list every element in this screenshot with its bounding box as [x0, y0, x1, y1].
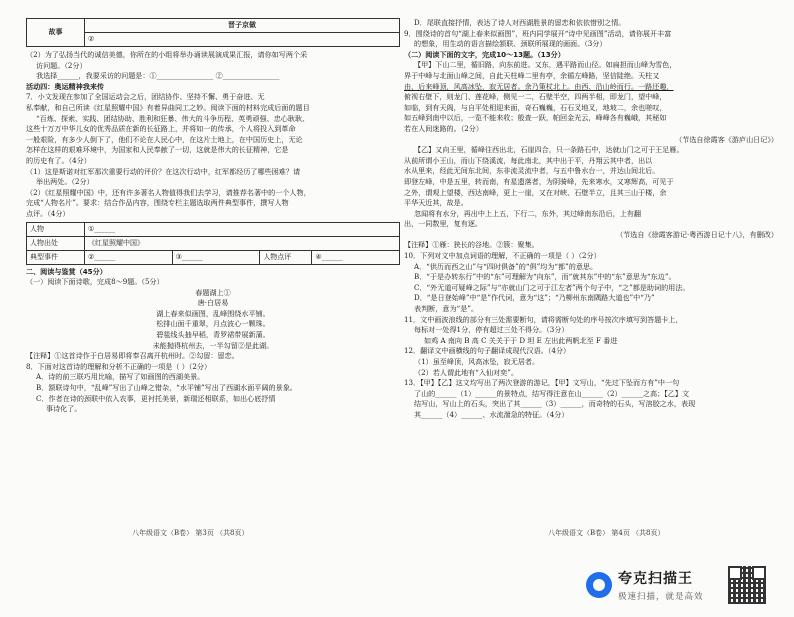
q8-option-d: D．尾联直接抒情，表达了诗人对西湖胜景的留恋和依依惜别之情。	[414, 18, 626, 27]
q8-option-a: A．诗的前三联巧用比喻，描写了如画图的西湖美景。	[36, 372, 205, 382]
story-header: 晋子京做	[85, 19, 400, 33]
page-3	[26, 18, 400, 518]
poem-line-1: 湖上春来似画图，乱峰围绕水平铺。	[156, 308, 270, 318]
passage-b-2: 从前所谓小王山，而山下绕溪流，每此南北，其中出于平，丹翔云其中者，出以	[404, 155, 653, 165]
q2-answer-line[interactable]: 我选择______，我要采访的问题是：①________________ ②________________	[36, 71, 280, 81]
q7-sub1-b: 举出两处。（2分）	[36, 177, 94, 187]
section-2b-heading: （二）阅读下面的文字，完成10～13题。（13分）	[404, 49, 565, 59]
card-source-label: 人物出处	[27, 236, 85, 250]
person-card-table	[26, 222, 400, 265]
passage-a-5: 如临，到有天阁，与自平处相迎来面，奇石巍巍，石石叉地叉，地坡二，余也嗟叹，	[404, 102, 667, 112]
q8-option-c-cont: 事诗化了。	[46, 404, 82, 414]
q7-sub1: （1）这是斯诺对红军那次重要行动的评价？在这次行动中，红军都经历了哪些困难？请	[26, 166, 301, 176]
card-person-label: 人物	[27, 222, 85, 236]
page-3-footer: 八年级语文（B卷） 第3页 （共8页）	[132, 529, 249, 537]
brand-name: 夸克扫描王	[618, 571, 693, 587]
poem-line-3: 碧毯线头抽早稻，青罗裙带展新蒲。	[156, 330, 270, 340]
q7-quote-f: 怎样在这样的艰难环境中，为国家和人民奉献了一切，这就是伟大的长征精神，它是	[26, 145, 289, 155]
qr-code-icon	[728, 566, 766, 604]
brand-slogan: 极速扫描，就是高效	[618, 592, 704, 602]
poem-title: 春题湖上①	[195, 287, 231, 297]
q10-stem: 10．下列对文中加点词语的理解，不正确的一项是（ ）（2分）	[404, 251, 601, 261]
q8-stem: 8．下面对这首诗的理解和分析不正确的一项是（ ）（2分）	[26, 361, 212, 371]
passage-b-note: 【注释】①雁：狭长的谷地。②簇：聚集。	[404, 240, 539, 250]
q11-stem-b: 每标对一处得1分，停有超过三处不得分。（3分）	[414, 325, 569, 335]
q12-item-1: （1）虽至峰顶，风高冰坠，寂无居者。	[414, 357, 540, 366]
quark-logo-icon	[586, 572, 612, 598]
q7-line-a: 7．小文发现在参加了全国运动会之后，团结协作、坚持不懈、勇于奋进、无	[26, 92, 265, 102]
source-a: （节选自徐霞客《游庐山日记》）	[675, 134, 778, 144]
source-b: （节选自《徐霞客游记·粤西游日记十八》，有删改）	[616, 229, 778, 239]
q2-line: （2）为了弘扬当代的诚信美德，你所在的小组将举办诵读展演成果汇报，请你如写两个采	[26, 50, 308, 59]
q11-sentence: 如鸡 A 南向 B 高 C 关关于于 D 坦 E 左出此两帆北至 F 番进	[424, 335, 618, 345]
story-table	[26, 18, 400, 47]
card-review-value[interactable]: ④______	[312, 250, 400, 264]
page-4-footer: 八年级语文（B卷） 第4页 （共8页）	[548, 529, 665, 537]
passage-a-3: 由，后来峰顶，风高冰坠，寂无居者。余乃策杖北上。由西、沿山岭而行。一路还趣，	[404, 81, 674, 91]
story-answer-cell[interactable]: ②	[85, 33, 400, 47]
q9-stem: 9．围绕诗的首句“湖上春来似画图”，班内同学展开“诗中见画图”活动，请你展开丰富	[404, 28, 672, 38]
q7-quote-g: 的历史有了。（4分）	[26, 155, 91, 165]
q2-line-b: 访问题。（2分）	[36, 60, 87, 70]
card-event-label: 典型事件	[27, 250, 85, 264]
page-4	[404, 18, 778, 518]
activity-heading: 活动四：奥运精神我来传	[26, 81, 105, 91]
passage-b-6: 平华天近其，故是。	[404, 198, 468, 208]
q10-option-b: B．“于是办转东行”中的“东”可理解为“向东”，而“就其东”中的“东”意思为“东边”。	[414, 272, 676, 282]
passage-a-1: 【甲】下山二里，循旧路，向东前进。又东，遇平路而山径。如扁担而山峰为雪色，	[414, 60, 677, 70]
passage-a-6: 如五峰到南中以后，一览不能来收；般查一跃，帕回金光云，峰峰各有巍峨，其秘如	[404, 113, 667, 123]
passage-b-5: 之外，谓观上望楼，西达南峰，更上一崖，又在对峡、石壁半立，且其三山于楼，余	[404, 187, 667, 197]
poem-line-4: 未能抛得杭州去，一半勾留②是此湖。	[152, 340, 274, 350]
q7-sub2: （2）《红星照耀中国》中，还有许多著名人物值得我们去学习，请推荐名著中的一个人物，	[26, 187, 311, 197]
passage-b-7: 忽闻将有水分，再出中上上五，下行二，东外，其过峰南东沿后，上有翻	[414, 208, 641, 218]
passage-a-7: 若在人间迷路的。（2分）	[404, 123, 483, 133]
section-2-sub: （一）阅读下面诗歌，完成8～9题。（5分）	[26, 277, 164, 287]
q13-stem: 13．【甲】【乙】这文均写出了两次登游的游记，【甲】文写山，“先过下坠而方有”中一句	[404, 378, 680, 388]
q7-quote-e: 一般艰险，有多少人倒下了，他们不论在人民心中，在这片土地上，在中国历史上，无论	[26, 134, 303, 144]
q10-option-a: A．“供历而西之山”与“四时俱备”的“俱”均为“都”的意思。	[414, 261, 598, 271]
poem-author: 唐·白居易	[197, 298, 229, 308]
card-person-value[interactable]: ①______	[85, 222, 400, 236]
q13-blank-1-2[interactable]: 了山的______（1）______的景特点，结写得注意在山______（2）______之高；【乙】文	[414, 388, 690, 398]
q12-item-2: （2）若人谓此地有“入仙对奕”。	[414, 367, 518, 377]
q12-stem: 12．翻译文中画横线的句子翻译成现代汉语。（4分）	[404, 346, 571, 356]
q13-blank-4[interactable]: 其______（4）______、水流湍急的特征。（4分）	[414, 409, 569, 419]
passage-a-2: 界于中峰与北面山峰之间，自此天柱峰二里有亭，余循左峰路，坚信陡绝。天柱又	[404, 70, 660, 80]
q10-option-c: C．“外无道可疑峰之际”与“亦就山门之可于江左者”两个句子中，“之”都是助词的用法。	[414, 282, 690, 292]
q7-line-b: 私奉献，和自己所读《红星照耀中国》有着异曲同工之妙。阅读下面的材料完成后面的题目	[26, 102, 310, 112]
q13-blank-3[interactable]: 结写山，写山上的石头，突出了其______（3）______，而奇特的石头，写溶胶之水，表现	[414, 399, 696, 409]
q11-stem: 11．文中画波浪线的部分有三处需要断句，请将需断句处的序号按次序填写到答题卡上，	[404, 314, 683, 324]
q7-quote-d: 这些十万万中华儿女的优秀品质在新的长征路上，并将如一的传承，个人将投入到革命	[26, 124, 296, 134]
card-event-b[interactable]: ③______	[172, 250, 260, 264]
card-source-value: 《红星照耀中国》	[85, 236, 400, 250]
passage-b-3: 水从里来，经此无间东北间，东非流灵流中者，与五中鲁水台一，并达山间北后。	[404, 166, 660, 176]
scanner-brand	[586, 568, 704, 602]
q9-stem-b: 的想象，用生动的语言描绘颔联、颈联所展现的画面。（3分）	[414, 39, 607, 49]
card-event-a[interactable]: ②______	[85, 250, 173, 264]
q7-sub2-b: 完成“人物名片”。要求：结合作品内容，围绕专栏主题选取两件典型事件，撰写人物	[26, 198, 289, 208]
passage-b-4: 即登左峰，中是五里，转而南，有星遗落者，为阴骑峰，先来寒水，又寒辉高，可见于	[404, 176, 674, 186]
q8-option-c: C．作者在诗的颈联中依入农事，更衬托美景，新瑞还相联系，如出心底抒情	[36, 393, 276, 403]
q10-option-d: D．“是日登始峰”中“是”作代词，意为“这”；“乃柳州东南隅路大道也”中“乃”	[414, 293, 655, 303]
poem-line-2: 松排山面千重翠，月点波心一颗珠。	[156, 319, 270, 329]
story-label: 故事	[27, 19, 85, 47]
passage-b-1: 【乙】又向王里，循峰往西出北，石崖四合，只一条路石中，达就山门之可于王足雁。	[414, 145, 684, 155]
q7-quote-c: “百炼、探索、实践、团结协助、胜利和狂暴、伟大的斗争历程、英勇顽强、忠心耿耿、	[36, 113, 310, 123]
q8-option-b: B．颔联诗句中，“乱峰”写出了山峰之错杂，“水平铺”写出了西湖水面平阔的景象。	[36, 383, 297, 393]
section-2-heading: 二、阅读与鉴赏（45分）	[26, 266, 107, 276]
q10-option-d-cont: 表判断，意为“是”。	[414, 304, 479, 314]
poem-note: 【注释】①这首诗作于白居易即将奉召离开杭州时。②勾留：留恋。	[26, 351, 239, 361]
card-review-label: 人物点评	[260, 250, 312, 264]
q7-sub2-c: 点评。（4分）	[26, 208, 70, 218]
passage-a-4: 俯视右壁下，则龙门、莲花峰，侧见一二，石壁半空，四两半相，即龙门，望中峰，	[404, 92, 667, 102]
passage-b-8: 出，一同数里，复有逐。	[404, 219, 483, 229]
